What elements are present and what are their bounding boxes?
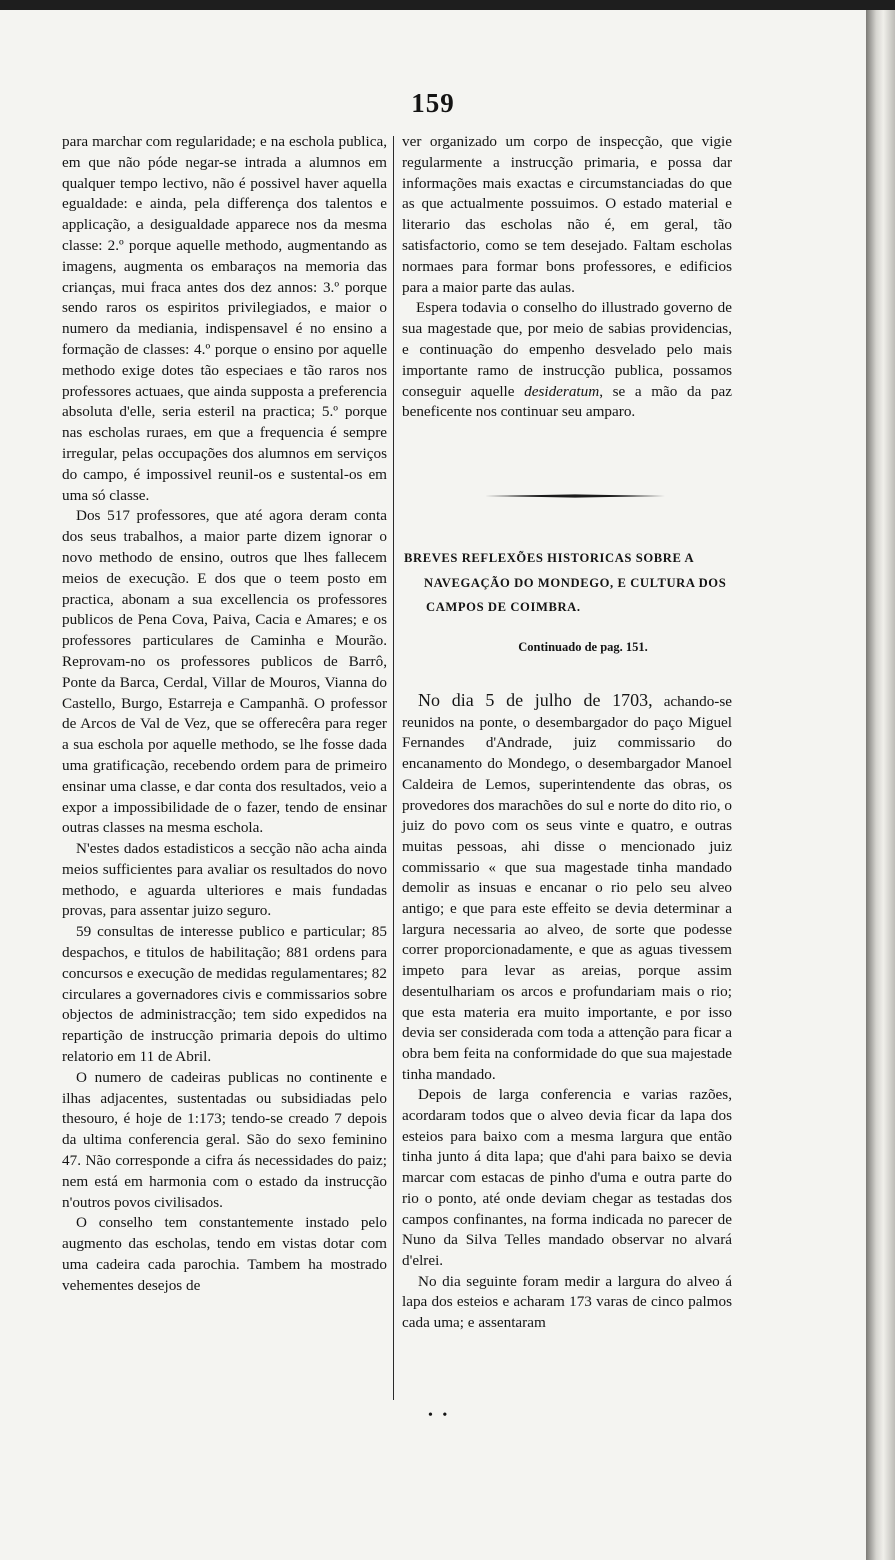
paragraph: O numero de cadeiras publicas no continente e ilhas adjacentes, sustentadas ou subsidiadas pelo thesouro, é hoje de 1:173; tendo-se creado 7 depois da ultima conferencia geral. São do sexo feminino 47. Não corresponde a cifra ás necessidades do paiz; nem está em harmonia com o estado da instrucção n'outros povos civilisados. <box>62 1068 387 1211</box>
paragraph: O conselho tem constantemente instado pelo augmento das escholas, tendo em vistas dotar com uma cadeira cada parochia. Tambem ha mostrado vehementes desejos de <box>62 1214 387 1294</box>
paragraph <box>402 298 732 423</box>
signature-mark: • • <box>428 1408 451 1423</box>
italic-term: desideratum <box>524 382 600 400</box>
page-number: 159 <box>411 88 455 118</box>
continuation-note: Continuado de pag. 151. <box>518 640 648 654</box>
right-column-top <box>402 132 732 423</box>
paragraph-text: achando-se reunidos na ponte, o desembargador do paço Miguel Fernandes d'Andrade, juiz commissario do encanamento do Mondego, o desembargador Manoel Caldeira de Lemos, superintendente das obras, os provedores dos marachões do sul e norte do dito rio, o juiz do povo com os seus vinte e quatro, e outras muitas pessoas, ahi disse o mencionado juiz commissario « que sua magestade tinha mandado demolir as insuas e encanar o rio pelo seu alveo antigo; e que para este effeito se devia determinar a largura necessaria ao alveo, de sorte que podesse correr proporcionadamente, e que as aguas tivessem impeto para levar as areias, porque assim desentulhariam os arcos e profundariam mais o rio; que esta materia era muito importante, e por isso devia ser considerada com toda a attenção para ficar a obra bem feita na conformidade do que sua majestade tinha mandado. <box>402 693 732 1083</box>
paragraph: N'estes dados estadisticos a secção não acha ainda meios sufficientes para avaliar os resultados do novo methodo, e aguarda ulteriores e mais fundadas provas, para assentar juizo seguro. <box>62 840 387 920</box>
page-edge-shadow <box>866 10 895 1560</box>
heading-line: CAMPOS DE COIMBRA. <box>426 600 581 614</box>
paragraph-end: , se a mão da paz beneficente nos continuar seu amparo. <box>402 382 733 421</box>
paragraph: ver organizado um corpo de inspecção, que vigie regularmente a instrucção primaria, e possa dar informações mais exactas e circumstanciadas do que as que actualmente possuimos. O estado material e literario das escholas não é, em geral, tão satisfactorio, como se tem desejado. Faltam escholas normaes para formar bons professores, e edificios para a maior parte das aulas. <box>402 133 732 296</box>
paragraph: Dos 517 professores, que até agora deram conta dos seus trabalhos, a maior parte dizem ignorar o novo methodo de ensino, outros que lhes fallecem meios de execução. E dos que o teem posto em practica, abonam a sua excellencia os professores publicos de Pena Cova, Paiva, Cacia e Amares; e os professores particulares de Caminha e Mourão. Reprovam-no os professores publicos de Barrô, Ponte da Barca, Cerdal, Villar de Mouros, Vianna do Castello, Burgo, Estarreja e Campanhã. O professor de Arcos de Val de Vez, que se offerecêra para reger a sua eschola por aquelle methodo, se lhe fosse dada uma gratificação, recebendo ordem para de primeiro ensinar uma classe, e dar conta dos resultados, veio a expor a impossibilidade de o fazer, tendo de ensinar outras classes na mesma eschola. <box>62 507 387 837</box>
column-divider <box>393 136 394 1400</box>
paragraph: Depois de larga conferencia e varias razões, acordaram todos que o alveo devia ficar da lapa dos esteios para baixo com a mesma largura que então tinha junto á dita lapa; que d'ahi para baixo se devia marcar com estacas de pinho d'uma e outra parte do rio o ponto, até onde deviam chegar as testadas dos campos confinantes, na forma indicada no parecer de Nuno da Silva Telles mandado observar no alvará d'elrei. <box>402 1086 732 1269</box>
article-lead: No dia 5 de julho de 1703, <box>418 690 653 710</box>
heading-line: NAVEGAÇÃO DO MONDEGO, E CULTURA DOS <box>424 575 727 590</box>
paragraph-text: Espera todavia o conselho do illustrado governo de sua magestade que, por meio de sabias providencias, e continuação do empenho desvelado pelo mais importante ramo de instrucção publica, possamos conseguir aquelle <box>402 299 732 400</box>
paragraph: 59 consultas de interesse publico e particular; 85 despachos, e titulos de habilitação; 881 ordens para concursos e execução de medidas regulamentares; 82 circulares a governadores civis e commissarios sobre objectos de administracção; tem sido expedidos na repartição de instrucção primaria depois do ultimo relatorio em 11 de Abril. <box>62 923 387 1066</box>
scan-top-border <box>0 0 895 10</box>
heading-line: BREVES REFLEXÕES HISTORICAS SOBRE A <box>404 551 695 565</box>
section-heading <box>404 546 734 620</box>
paragraph: para marchar com regularidade; e na eschola publica, em que não póde negar-se intrada a alumnos em qualquer tempo lectivo, não é possivel haver aquella egualdade: e ainda, pela differença dos talentos e applicação, a desigualdade apparece nos da mesma classe: 2.º porque aquelle methodo, augmentando as imagens, augmenta os embaraços na memoria das crianças, mui fraca antes dos dez annos: 3.º porque sendo raros os espiritos privilegiados, e maior o numero da mediania, indispensavel é no ensino a formação de classes: 4.º porque o ensino por aquelle methodo exige dotes tão especiaes e tão raros nos professores actuaes, que ainda supposta a preferencia absoluta d'elle, seria esteril na practica; 5.º porque nas escholas ruraes, em que a frequencia é sempre irregular, pelas occupações dos alumnos em serviços do campo, é impossivel reunil-os e sustental-os em uma só classe. <box>62 133 387 504</box>
left-column <box>62 132 387 1297</box>
paragraph <box>402 690 732 1085</box>
paragraph: No dia seguinte foram medir a largura do alveo á lapa dos esteios e acharam 173 varas de cinco palmos cada uma; e assentaram <box>402 1272 732 1332</box>
section-divider-ornament <box>485 494 665 498</box>
right-column-article <box>402 690 732 1334</box>
